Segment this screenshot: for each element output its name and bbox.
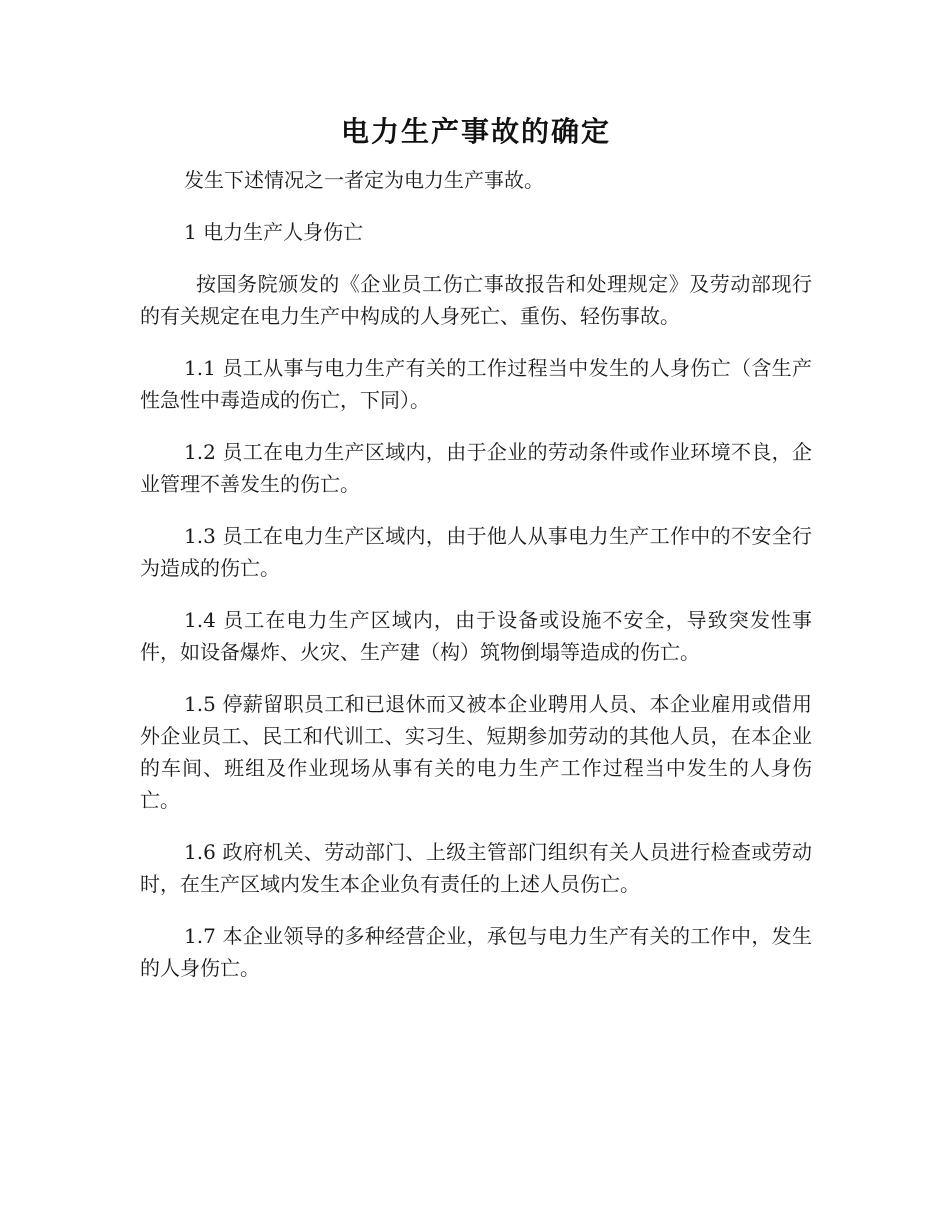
paragraph-section-1-description: 按国务院颁发的《企业员工伤亡事故报告和处理规定》及劳动部现行的有关规定在电力生产中构成的人身死亡、重伤、轻伤事故。 bbox=[140, 272, 812, 328]
paragraph-intro: 发生下述情况之一者定为电力生产事故。 bbox=[184, 168, 544, 192]
paragraph-section-1: 1 电力生产人身伤亡 bbox=[184, 220, 364, 244]
paragraph-item-1-3: 1.3 员工在电力生产区域内，由于他人从事电力生产工作中的不安全行为造成的伤亡。 bbox=[140, 524, 812, 580]
paragraph-item-1-7: 1.7 本企业领导的多种经营企业，承包与电力生产有关的工作中，发生的人身伤亡。 bbox=[140, 924, 812, 980]
paragraph-item-1-2: 1.2 员工在电力生产区域内，由于企业的劳动条件或作业环境不良，企业管理不善发生的伤亡。 bbox=[140, 440, 812, 496]
paragraph-item-1-1: 1.1 员工从事与电力生产有关的工作过程当中发生的人身伤亡（含生产性急性中毒造成的伤亡，下同）。 bbox=[140, 356, 812, 412]
document-title: 电力生产事故的确定 bbox=[340, 115, 611, 148]
paragraph-item-1-6: 1.6 政府机关、劳动部门、上级主管部门组织有关人员进行检查或劳动时，在生产区域内发生本企业负有责任的上述人员伤亡。 bbox=[140, 840, 812, 896]
paragraph-item-1-4: 1.4 员工在电力生产区域内，由于设备或设施不安全，导致突发性事件，如设备爆炸、火灾、生产建（构）筑物倒塌等造成的伤亡。 bbox=[140, 608, 812, 664]
paragraph-item-1-5: 1.5 停薪留职员工和已退休而又被本企业聘用人员、本企业雇用或借用外企业员工、民工和代训工、实习生、短期参加劳动的其他人员，在本企业的车间、班组及作业现场从事有关的电力生产工作过程当中发生的人身伤亡。 bbox=[140, 692, 812, 812]
document-page bbox=[140, 110, 812, 984]
